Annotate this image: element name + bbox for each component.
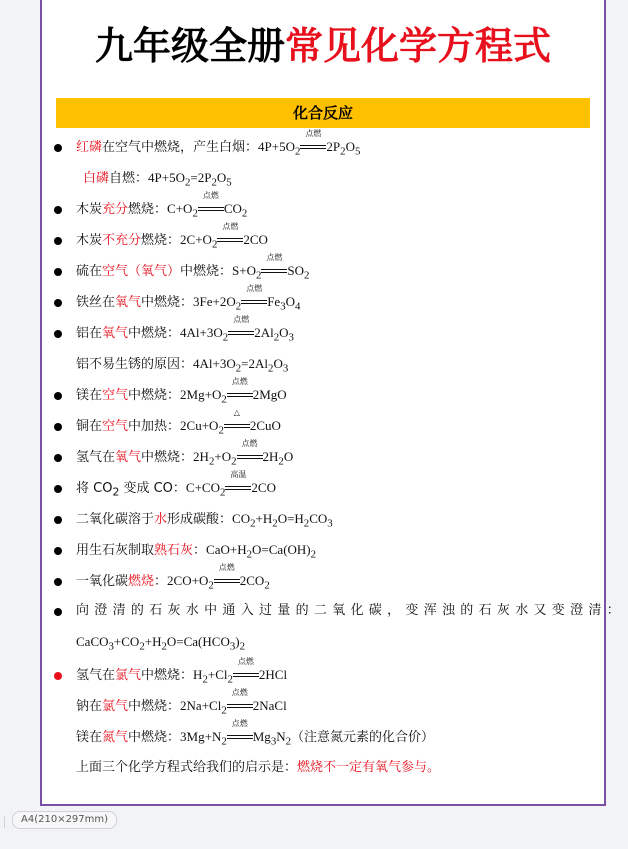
paper-size-tab[interactable]: A4(210×297mm) bbox=[12, 811, 117, 829]
bullet-icon bbox=[54, 392, 62, 400]
bullet-icon bbox=[54, 423, 62, 431]
document-page: 九年级全册常见化学方程式 化合反应 红磷在空气中燃烧，产生白烟：$4P+5O_2$ 点燃 $2P_2O_5$ 白磷自燃：$4P+5O_2=2P_2O_5$ 木炭充分燃烧：$C+O_2$ 点燃 $CO_2$ 木炭不充分燃烧：$2C+O_2$ 点燃 2CO 硫在空气（氧气）中燃烧：$S+O_2$ 点燃 $SO_2$ 铁丝在氧气中燃烧：$3Fe+2O_2$ 点燃 $Fe_3O_4$ 铝在氧气中燃烧：$4Al+3O_2$ 点燃 $2Al_2O_3$ 铝不易生锈的原因：$4Al+3O_2=2Al_2O_3$ 镁在空气中燃烧：$2Mg+O_2$ 点燃 2MgO 铜在空气中加热：$2Cu+O_2$ △ 2CuO 氢气在氧气中燃烧：$2H_2+O_2$ 点燃 $2H_2O$ 将 $CO_2$ 变成 CO：$C+CO_2$ 高温 2CO 二氧化碳溶于水形成碳酸：$CO_2+H_2O=H_2CO_3$ 用生石灰制取熟石灰：$CaO+H_2O=Ca(OH)_2$ 一氧化碳燃烧：$2CO+O_2$ 点燃 $2CO_2$ 向澄清的石灰水中通入过量的二氧化碳，变浑浊的石灰水又变澄清： $CaCO_3+CO_2+H_2O=Ca(HCO_3)_2$ 氢气在氯气中燃烧：$H_2+Cl_2$ 点燃 2HCl 钠在氯气中燃烧：$2Na+Cl_2$ 点燃 2NaCl 镁在氮气中燃烧：$3Mg+N_2$ 点燃 $Mg_3N_2$（注意氮元素的化合价） 上面三个化学方程式给我们的启示是：燃烧不一定有氧气参与。 bbox=[40, 0, 606, 806]
page-edge bbox=[0, 816, 5, 828]
bullet-icon bbox=[54, 516, 62, 524]
bullet-icon bbox=[54, 485, 62, 493]
bullet-icon bbox=[54, 454, 62, 462]
bullet-icon bbox=[54, 268, 62, 276]
bullet-icon bbox=[54, 237, 62, 245]
bullet-icon bbox=[54, 547, 62, 555]
page-title: 九年级全册常见化学方程式 bbox=[94, 23, 552, 68]
bullet-icon bbox=[54, 206, 62, 214]
section-banner: 化合反应 bbox=[56, 98, 590, 128]
bullet-icon bbox=[54, 299, 62, 307]
bullet-icon bbox=[54, 330, 62, 338]
bullet-icon bbox=[54, 578, 62, 586]
bullet-icon bbox=[54, 608, 62, 616]
bullet-icon bbox=[54, 144, 62, 152]
bullet-icon bbox=[54, 672, 62, 680]
